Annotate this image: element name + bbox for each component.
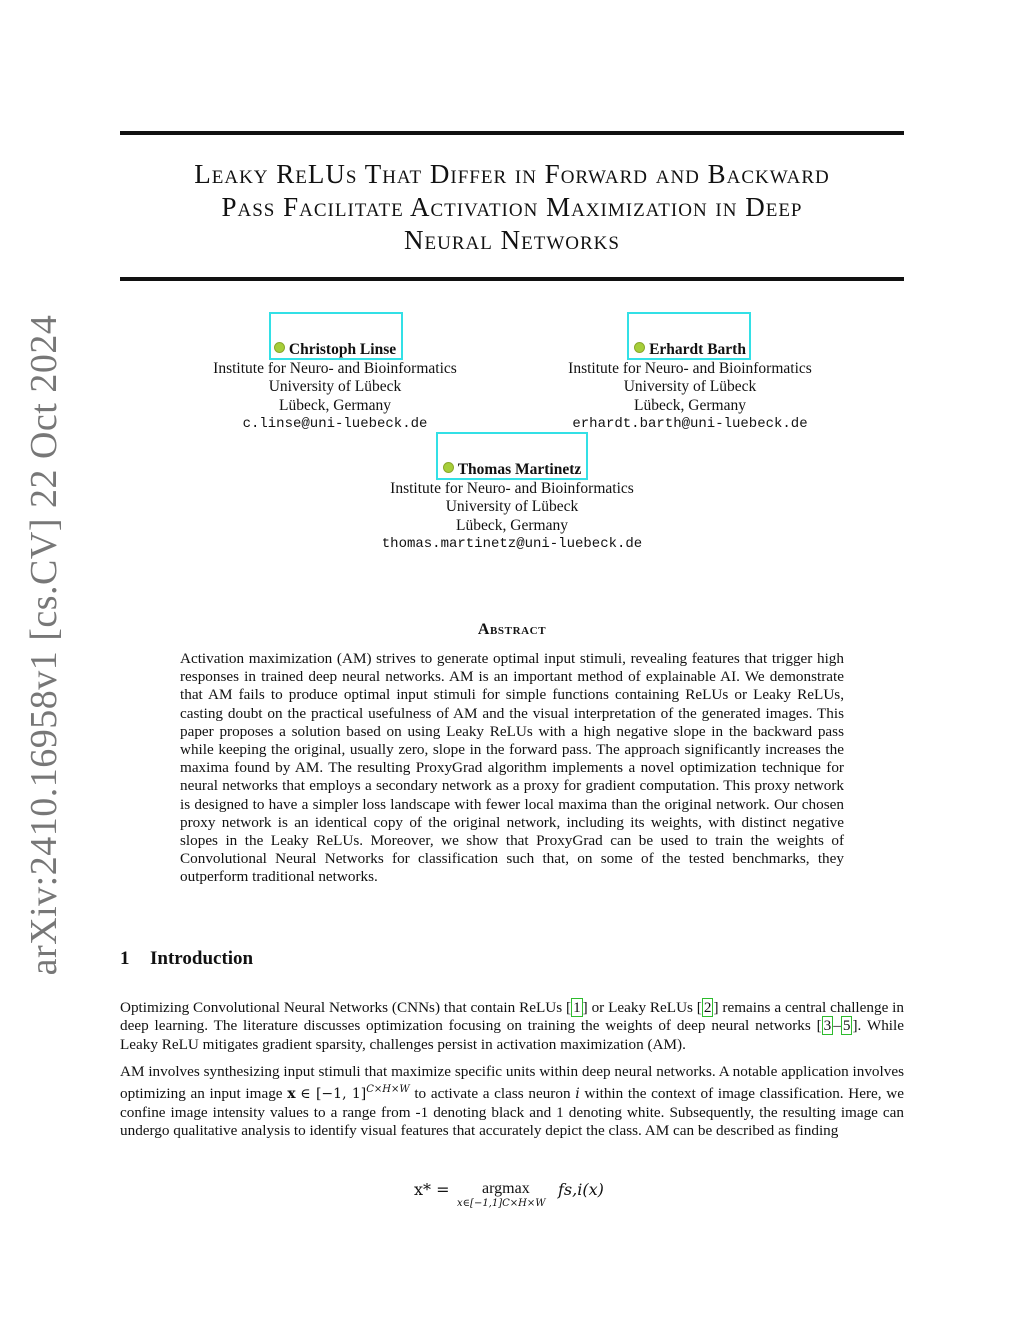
orcid-icon[interactable] <box>443 462 454 473</box>
equation-subscript: x∈[−1,1]C×H×W <box>457 1198 546 1209</box>
citation-link[interactable]: 5 <box>842 1017 851 1035</box>
intro-paragraph-1: Optimizing Convolutional Neural Networks (CNNs) that contain ReLUs [ 1 ] or Leaky ReLUs [ 2 ] remains a central challenge in deep learning. The literature discusses optimization focusing on training the weights of deep neural networks [ 3 – 5 ]. While Leaky ReLU mitigates gradient sparsity, challenges persist in activation maximization (AM). <box>120 999 904 1053</box>
author-email[interactable]: erhardt.barth@uni-luebeck.de <box>572 416 808 432</box>
math-dims: C×H×W <box>366 1084 410 1096</box>
title-line-3: Neural Networks <box>404 225 620 255</box>
author-email[interactable]: thomas.martinetz@uni-luebeck.de <box>381 536 643 552</box>
author-block-3 <box>362 461 662 554</box>
title-line-1: Leaky ReLUs That Differ in Forward and Backward <box>194 159 830 189</box>
title-rule-bottom <box>120 277 904 281</box>
author-affiliation: Institute for Neuro- and Bioinformatics <box>390 479 634 497</box>
author-name[interactable]: Erhardt Barth <box>632 341 748 360</box>
math-i: i <box>575 1086 580 1103</box>
citation-link[interactable]: 3 <box>823 1017 832 1035</box>
math-x: x <box>287 1086 296 1103</box>
section-number: 1 <box>120 948 130 969</box>
author-location: Lübeck, Germany <box>279 396 391 414</box>
equation-rhs: fs,i(x) <box>558 1180 604 1199</box>
citation-link[interactable]: 2 <box>703 999 712 1016</box>
author-location: Lübeck, Germany <box>456 516 568 534</box>
paper-title <box>120 158 904 257</box>
author-block-1 <box>190 341 480 434</box>
author-email[interactable]: c.linse@uni-luebeck.de <box>242 416 428 432</box>
math-set: ∈ [−1, 1] <box>300 1086 367 1103</box>
equation-argmax <box>400 1178 660 1214</box>
author-university: University of Lübeck <box>445 498 579 515</box>
intro-paragraph-2: AM involves synthesizing input stimuli that maximize specific units within deep neural networks. A notable application involves optimizing an input image x ∈ [−1, 1]$^{C\times H\times W}$ to activate a class neuron i within the context of image classification. Here, we confine image intensity values to a range from -1 denoting black and 1 denoting white. Subsequently, the resulting image can undergo qualitative analysis to identify visual features that accurately depict the class. AM can be described as finding <box>120 1063 904 1139</box>
arxiv-stamp <box>0 0 90 1325</box>
orcid-icon[interactable] <box>274 342 285 353</box>
section-title: Introduction <box>150 948 254 969</box>
author-affiliation: Institute for Neuro- and Bioinformatics <box>213 359 457 377</box>
equation-lhs: x* = <box>414 1180 450 1199</box>
abstract-text: Activation maximization (AM) strives to generate optimal input stimuli, revealing features that trigger high responses in trained deep neural networks. AM is an important method of explainable AI. We demonstrate that AM fails to produce optimal input stimuli for simple functions containing ReLUs or Leaky ReLUs, casting doubt on the practical usefulness of AM and the visual interpretation of the generated images. This paper proposes a solution based on using Leaky ReLUs with a high negative slope in the backward pass while keeping the original, usually zero, slope in the forward pass. The approach significantly increases the maxima found by AM. The resulting ProxyGrad algorithm implements a novel optimization technique for neural networks that employs a secondary network as a proxy for gradient computation. This proxy network is designed to have a simpler loss landscape with fewer local maxima than the original network. Our chosen proxy network is an identical copy of the original network, including its weights, with distinct negative slopes in the Leaky ReLUs. Moreover, we show that ProxyGrad can be used to train the weights of Convolutional Neural Networks for classification such that, on some of the tested benchmarks, they outperform traditional networks. <box>180 650 844 886</box>
equation-operator: argmax <box>482 1180 530 1197</box>
author-name[interactable]: Christoph Linse <box>272 341 398 360</box>
author-university: University of Lübeck <box>268 378 402 395</box>
author-university: University of Lübeck <box>623 378 757 395</box>
abstract-heading: Abstract <box>477 621 547 638</box>
orcid-icon[interactable] <box>634 342 645 353</box>
author-location: Lübeck, Germany <box>634 396 746 414</box>
author-affiliation: Institute for Neuro- and Bioinformatics <box>568 359 812 377</box>
title-line-2: Pass Facilitate Activation Maximization in Deep <box>221 192 803 222</box>
author-block-2 <box>545 341 835 434</box>
arxiv-id-text: arXiv:2410.16958v1 [cs.CV] 22 Oct 2024 <box>23 314 65 976</box>
author-name[interactable]: Thomas Martinetz <box>441 461 584 480</box>
title-rule-top <box>120 131 904 135</box>
section-heading <box>120 948 253 970</box>
citation-link[interactable]: 1 <box>573 999 581 1016</box>
